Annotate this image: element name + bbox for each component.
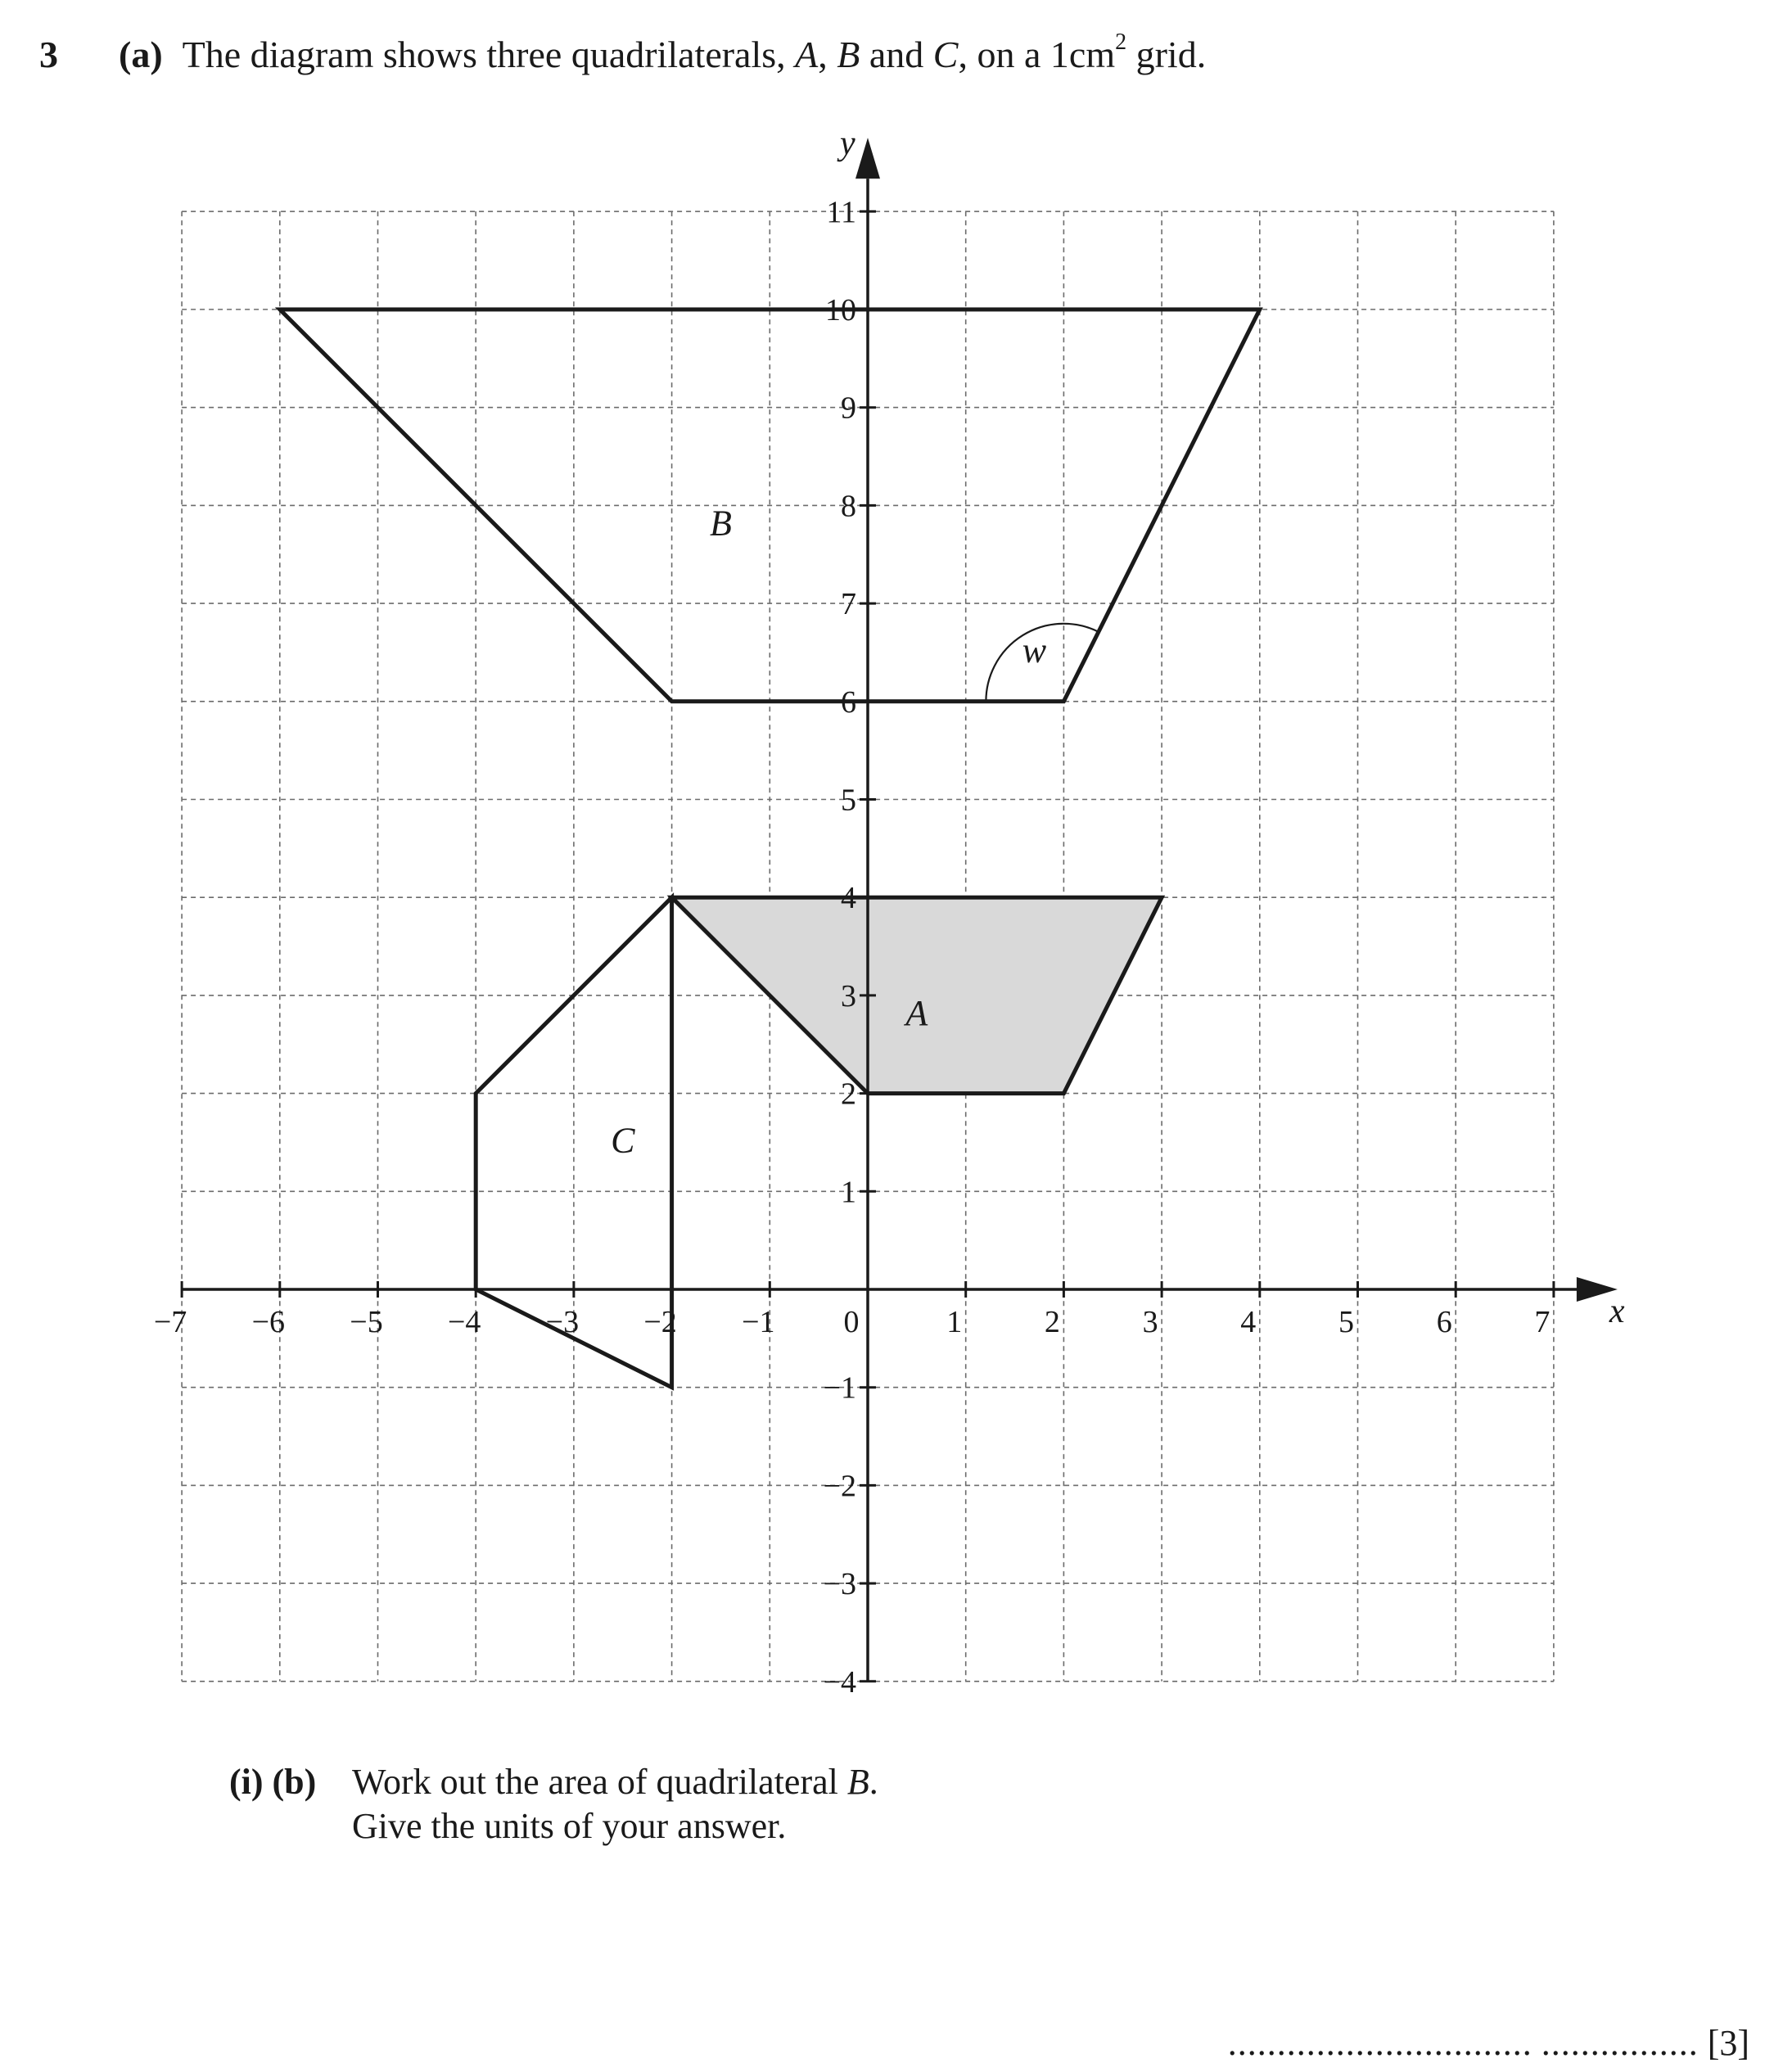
y-axis-name: y	[840, 124, 855, 163]
x-tick-label: −5	[350, 1305, 383, 1339]
y-tick-label: −3	[823, 1567, 856, 1602]
y-tick-label: 9	[841, 390, 856, 426]
x-tick-label: −6	[251, 1305, 286, 1339]
y-tick-label: −4	[823, 1664, 856, 1700]
heading-label-b: B	[837, 34, 860, 75]
subquestion-period: .	[869, 1762, 878, 1802]
subquestion-text: Work out the area of quadrilateral	[352, 1762, 847, 1802]
subquestion	[229, 1760, 878, 1849]
heading-text-end: grid.	[1126, 34, 1207, 75]
heading-label-a: A	[795, 34, 819, 75]
x-tick-label: 7	[1534, 1305, 1551, 1339]
y-tick-label: 1	[841, 1175, 856, 1210]
shape-label-b: B	[710, 503, 732, 544]
heading-text-after: , on a 1cm	[958, 34, 1116, 75]
x-tick-label: 4	[1240, 1305, 1257, 1339]
x-tick-label: −1	[742, 1305, 775, 1339]
y-tick-label: 6	[841, 684, 856, 720]
x-axis-name: x	[1609, 1293, 1625, 1330]
heading-label-c: C	[932, 34, 959, 75]
y-tick-label: −1	[823, 1370, 856, 1406]
heading-superscript: 2	[1115, 29, 1127, 55]
y-tick-label: 11	[826, 195, 856, 230]
x-tick-label: −2	[643, 1305, 677, 1339]
x-tick-label: −7	[153, 1305, 187, 1339]
x-tick-label: 2	[1044, 1305, 1060, 1339]
part-marker: (a)	[119, 34, 163, 75]
heading-sep: ,	[818, 34, 837, 75]
marks-label: [3]	[1707, 2023, 1749, 2063]
answer-line	[1228, 2022, 1749, 2064]
y-tick-label: 2	[841, 1077, 856, 1112]
shape-label-c: C	[611, 1120, 635, 1161]
heading-text-before: The diagram shows three quadrilaterals,	[182, 34, 796, 75]
y-tick-label: 5	[841, 783, 856, 818]
x-tick-label: 5	[1338, 1305, 1354, 1339]
x-tick-label: 6	[1436, 1305, 1452, 1339]
y-tick-label: 10	[825, 293, 856, 327]
x-tick-label: 3	[1142, 1305, 1158, 1339]
subquestion-marker: (i) (b)	[229, 1762, 317, 1802]
y-tick-label: 8	[841, 489, 856, 524]
quadrilaterals	[280, 309, 1260, 1388]
y-tick-label: 3	[841, 978, 856, 1013]
heading-and: and	[860, 34, 933, 75]
y-axis-arrow	[855, 138, 880, 178]
y-tick-label: 4	[841, 881, 856, 916]
question-number: 3	[39, 34, 58, 75]
angle-w-label: w	[1022, 630, 1047, 670]
x-tick-label: 1	[946, 1305, 963, 1339]
answer-dots-value[interactable]: ...............................	[1227, 2023, 1533, 2063]
y-tick-label: 7	[841, 587, 856, 622]
y-tick-label: −2	[823, 1469, 856, 1504]
subquestion-line-1	[229, 1760, 878, 1804]
shape-label-a: A	[905, 992, 928, 1033]
answer-dots-units[interactable]: ................	[1541, 2023, 1699, 2063]
x-tick-label: −4	[447, 1305, 481, 1339]
x-tick-label: −3	[545, 1305, 580, 1339]
subquestion-line-2: Give the units of your answer.	[352, 1806, 787, 1846]
subquestion-label: B	[846, 1762, 869, 1802]
x-tick-label: 0	[843, 1305, 860, 1339]
